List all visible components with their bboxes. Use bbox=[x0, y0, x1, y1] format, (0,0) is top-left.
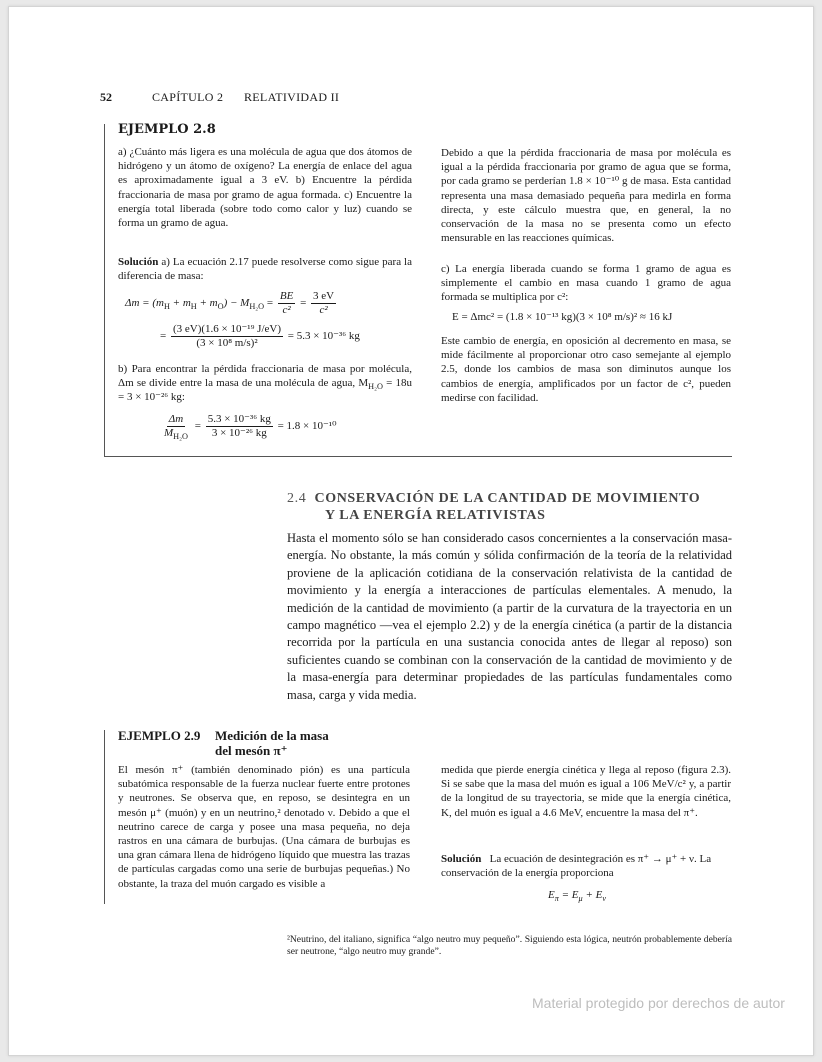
example-2-8-problem: a) ¿Cuánto más ligera es una molécula de agua que dos átomos de hidrógeno y un átomo de oxígeno? La energía de enlace del agua es aproximadamente igual a 3 eV. b) Encuentre la pérdida fraccionaria de masa por gramo de agua formada. c) Encuentre la energía total liberada (sobre todo como calor y luz) cuando se forma un gramo de agua. bbox=[118, 146, 412, 230]
example-2-9-right-text: medida que pierde energía cinética y llega al reposo (figura 2.3). Si se sabe que la masa del muón es igual a 106 MeV/c² y, a partir de la longitud de su trayectoria, se mide que la energía cinética, K, del muón es igual a 4.6 MeV, encuentre la masa del π⁺. bbox=[441, 764, 731, 819]
example-2-9-solution: Solución La ecuación de desintegración es π⁺ → μ⁺ + ν. La conservación de la energía proporciona bbox=[441, 853, 712, 880]
example-2-8-title: EJEMPLO 2.8 bbox=[118, 122, 216, 137]
equation-mass-difference-numeric: = $\frac{\text{(3 eV)(1.6 × 10⁻¹⁹ J/eV)}}{\text{(3 × 10⁸ m/s)²}}$ = 5.3 × 10⁻³⁶ kg bbox=[160, 323, 360, 349]
section-label: RELATIVIDAD II bbox=[244, 90, 340, 104]
solution-label: Solución bbox=[118, 256, 159, 268]
equation-mass-difference: $\Delta m = (m_H + m_H + m_O) - M_{H_2O}$ = $\frac{BE}{\text{c²}}$ = $\frac{3 eV}{\text{c²}}$ bbox=[125, 290, 335, 316]
section-2-4-title-line2: Y LA ENERGÍA RELATIVISTAS bbox=[325, 508, 546, 523]
example-2-9-left-text: El mesón π⁺ (también denominado pión) es una partícula subatómica responsable de la fuerza nuclear fuerte entre protones y neutrones. Se observa que, en reposo, se desintegra en un mesón μ⁺ (muón) y en un neutrino,² denotado ν. Debido a que el neutrino carece de carga y posee una masa pequeña, no deja rastros en una cámara de burbujas. (Una cámara de burbujas es una gran cámara llena de hidrógeno líquido que muestra las trazas de partículas cargadas como una serie de burbujas pequeñas.) No obstante, la traza del muón cargado es visible a bbox=[118, 764, 410, 890]
chapter-label: CAPÍTULO 2 bbox=[152, 90, 224, 104]
equation-energy-released: E = Δmc² = (1.8 × 10⁻¹³ kg)(3 × 10⁸ m/s)² ≈ 16 kJ bbox=[452, 311, 673, 323]
section-2-4-number: 2.4 bbox=[287, 491, 307, 506]
page-number: 52 bbox=[100, 90, 112, 104]
solution-label-2-9: Solución bbox=[441, 853, 482, 865]
example-2-9-title-line2: del mesón π⁺ bbox=[215, 743, 288, 758]
example-2-8-right-text-3: Este cambio de energía, en oposición al decremento en masa, se mide fácilmente al proporcionar otro caso semejante al ejemplo 2.5, donde los cambios de masa son diminutos aunque los cambios de energía, amplificados por un factor de c², pueden medirse con facilidad. bbox=[441, 335, 731, 404]
example-2-9-title-line1: Medición de la masa bbox=[215, 728, 329, 743]
example-2-8-bottom-rule bbox=[104, 456, 732, 457]
equation-energy-conservation: $E_\pi = E_\mu + E_\nu$ bbox=[548, 889, 607, 904]
section-2-4-title-line1: CONSERVACIÓN DE LA CANTIDAD DE MOVIMIENTO bbox=[314, 491, 701, 506]
example-2-8-left-rule bbox=[104, 124, 105, 456]
footnote: ²Neutrino, del italiano, significa “algo neutro muy pequeño”. Siguiendo esta lógica, neutrón probablemente debería ser neutrone, “algo neutro muy grande”. bbox=[287, 934, 732, 958]
example-2-8-right-text-1: Debido a que la pérdida fraccionaria de masa por molécula es igual a la pérdida fraccionaria por gramo de agua que se forma, por cada gramo se perderían 1.8 × 10⁻¹⁰ g de masa. Esta cantidad representa una masa demasiado pequeña para medirla en forma directa, y este cálculo muestra que, en general, la no conservación de la masa no se presenta como un efecto mensurable en las reacciones químicas. bbox=[441, 147, 731, 245]
equation-fractional-loss: $\frac{\Delta m}{M_{H_2O}}$ = $\frac{\text{5.3 × 10⁻³⁶ kg}}{\text{3 × 10⁻²⁶ kg}}$ = 1.8 × 10⁻¹⁰ bbox=[164, 413, 337, 442]
section-2-4-title bbox=[287, 490, 727, 524]
example-2-9-label: EJEMPLO 2.9 bbox=[118, 728, 201, 743]
copyright-watermark: Material protegido por derechos de autor bbox=[532, 995, 785, 1011]
example-2-8-part-b: b) Para encontrar la pérdida fraccionaria de masa por molécula, Δm se divide entre la masa de una molécula de agua, $M_{H_2O} = 18u = 3 \times 10^{-26}$ kg: bbox=[118, 363, 412, 404]
section-2-4-body: Hasta el momento sólo se han considerado casos concernientes a la conservación masa-energía. No obstante, la más común y sólida confirmación de la teoría de la relatividad proviene de la aplicación cotidiana de la conservación relativista de la cantidad de movimiento y la energía a interacciones de partículas elementales. A menudo, la medición de la cantidad de movimiento (a partir de la curvatura de la trayectoria en un campo magnético —vea el ejemplo 2.2) y de la energía cinética (a partir de la distancia recorrida por la partícula en una sustancia conocida antes de llegar al reposo) son suficientes cuando se combinan con la conservación de la cantidad de movimiento y de la masa-energía para determinar propiedades de las partículas fundamentales como masa, carga y vida media. bbox=[287, 531, 732, 702]
example-2-8-right-text-2: c) La energía liberada cuando se forma 1 gramo de agua es simplemente el cambio en masa cuando 1 gramo de agua formada se multiplica por c²: bbox=[441, 263, 731, 304]
example-2-9-left-rule bbox=[104, 730, 105, 904]
solution-intro-text: a) La ecuación 2.17 puede resolverse como sigue para la diferencia de masa: bbox=[118, 256, 412, 283]
example-2-9-title bbox=[215, 728, 329, 758]
example-2-8-solution-intro bbox=[118, 255, 412, 283]
